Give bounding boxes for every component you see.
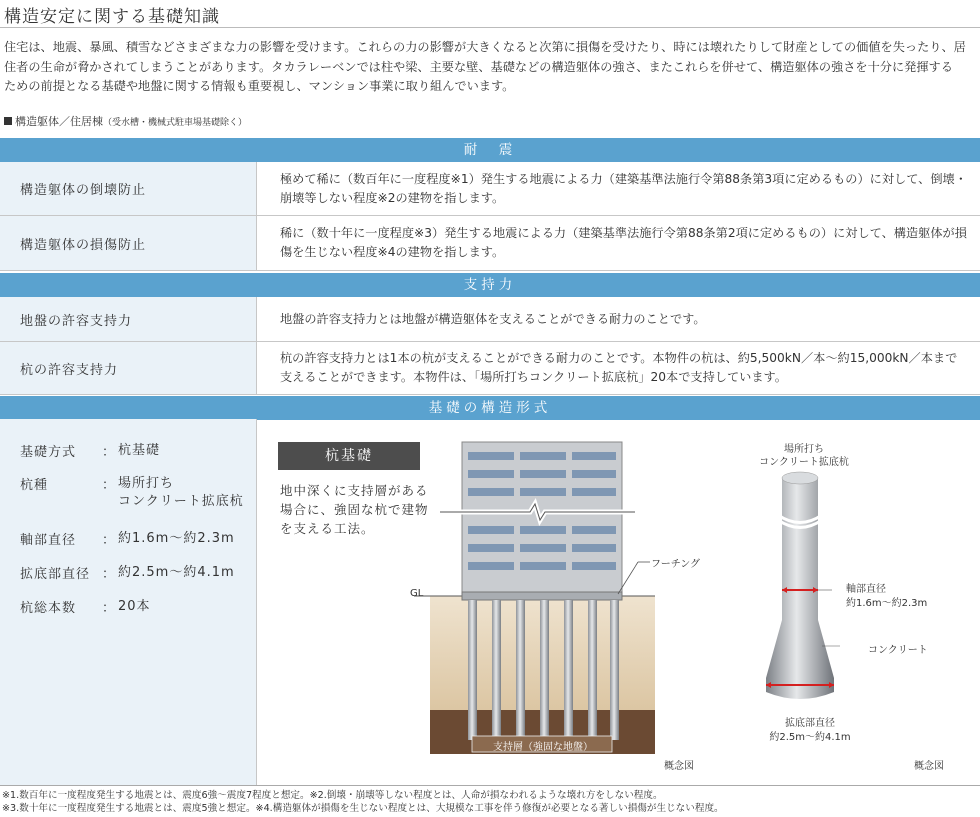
base-value: 約2.5m～約4.1m	[769, 732, 851, 743]
spec-key: 杭総本数	[20, 601, 77, 616]
bearing-header: 支持力	[0, 273, 980, 297]
row-label: 杭の許容支持力	[0, 342, 257, 394]
table-row	[0, 216, 980, 271]
pile-body	[766, 478, 834, 699]
pile-title-line1: 場所打ち	[784, 444, 824, 455]
row-label: 地盤の許容支持力	[0, 297, 257, 341]
pile-title-line2: コンクリート拡底杭	[759, 457, 849, 468]
row-label: 構造躯体の倒壊防止	[0, 162, 257, 215]
foundation-specs	[0, 419, 257, 785]
belled-pile-diagram	[760, 460, 840, 720]
row-text: 稀に（数十年に一度程度※3）発生する地震による力（建築基準法施行令第88条第2項に定めるもの）に対して、構造躯体が損傷を生じない程度※4の建物を指します。	[280, 226, 967, 259]
support-layer-label: 支持層（強固な地盤）	[493, 742, 593, 753]
table-row	[0, 342, 980, 395]
section-heading	[4, 113, 247, 129]
table-row	[0, 162, 980, 216]
footer-divider	[0, 785, 980, 786]
shaft-value: 約1.6m～約2.3m	[846, 598, 928, 609]
gl-label: GL	[410, 588, 424, 599]
base-label: 拡底部直径	[785, 718, 835, 729]
base-diameter-label	[752, 717, 868, 745]
spec-colon: ：	[102, 445, 117, 460]
pile-description: 地中深くに支持層がある場合に、強固な杭で建物を支える工法。	[280, 483, 429, 536]
row-text: 地盤の許容支持力とは地盤が構造躯体を支えることができる耐力のことです。	[280, 311, 706, 326]
spec-colon: ：	[102, 533, 117, 548]
page-title: 構造安定に関する基礎知識	[4, 7, 220, 27]
spec-value: 約2.5m～約4.1m	[118, 565, 235, 580]
pile-top	[782, 472, 818, 484]
spec-colon: ：	[102, 567, 117, 582]
table-row	[0, 297, 980, 342]
spec-key: 拡底部直径	[20, 567, 91, 582]
shaft-label: 軸部直径	[846, 584, 886, 595]
spec-colon: ：	[102, 601, 117, 616]
section-note: （受水槽・機械式駐車場基礎除く）	[103, 118, 248, 128]
intro-line: 住者の生命が脅かされてしまうことがあります。タカラレーベンでは柱や梁、主要な壁、基礎などの構造躯体の強さ、またこれらを併せて、構造躯体の強さを十分に発揮する	[4, 59, 953, 74]
spec-key: 杭種	[20, 478, 49, 493]
spec-value-line2: コンクリート拡底杭	[118, 494, 244, 509]
spec-value: 約1.6m～約2.3m	[118, 531, 235, 546]
foundation-header: 基礎の構造形式	[0, 396, 980, 420]
pile-foundation-badge: 杭基礎	[278, 442, 420, 470]
intro-line: 住宅は、地震、暴風、積雪などさまざまな力の影響を受けます。これらの力の影響が大きくなると次第に損傷を受けたり、時には壊れたりして財産としての価値を失ったり、居	[4, 40, 966, 54]
row-label: 構造躯体の損傷防止	[0, 216, 257, 270]
footnote: ※1.数百年に一度程度発生する地震とは、震度6強～震度7程度と想定。※2.倒壊・崩壊等しない程度とは、人命が損なわれるような壊れ方をしない程度。	[2, 790, 663, 801]
spec-colon: ：	[102, 478, 117, 493]
spec-key: 軸部直径	[20, 533, 77, 548]
concrete-label: コンクリート	[868, 645, 928, 656]
spec-value: 20本	[118, 599, 151, 614]
pile-title	[748, 443, 860, 469]
intro-paragraph	[4, 38, 976, 97]
pile-foundation-diagram	[400, 430, 670, 760]
footing-label: フーチング	[651, 559, 700, 570]
row-text: 極めて稀に（数百年に一度程度※1）発生する地震による力（建築基準法施行令第88条第3項に定めるもの）に対して、倒壊・崩壊等しない程度※2の建物を指します。	[280, 171, 967, 205]
spec-value: 場所打ち	[118, 476, 175, 491]
seismic-header: 耐 震	[0, 138, 980, 162]
spec-value: 杭基礎	[118, 443, 161, 458]
section-label: 構造躯体／住居棟	[15, 115, 103, 128]
footnote: ※3.数十年に一度程度発生する地震とは、震度5強と想定。※4.構造躯体が損傷を生じない程度とは、大規模な工事を伴う修復が必要となる著しい損傷が生じない程度。	[2, 802, 724, 814]
square-bullet-icon	[4, 117, 12, 125]
intro-line: ための前提となる基礎や地盤に関する情報も重要視し、マンション事業に取り組んでいます。	[4, 79, 515, 93]
title-divider	[0, 27, 980, 28]
row-text: 杭の許容支持力とは1本の杭が支えることができる耐力のことです。本物件の杭は、約5,500kN／本～約15,000kN／本まで支えることができます。本物件は、「場所打ちコンクリート拡底杭」20本で支持しています。	[280, 351, 958, 384]
concept-label: 概念図	[664, 761, 694, 772]
footing	[462, 592, 622, 600]
shaft-diameter-label	[846, 583, 927, 611]
concept-label-2: 概念図	[914, 761, 944, 772]
spec-key: 基礎方式	[20, 445, 77, 460]
footnotes	[2, 790, 724, 815]
